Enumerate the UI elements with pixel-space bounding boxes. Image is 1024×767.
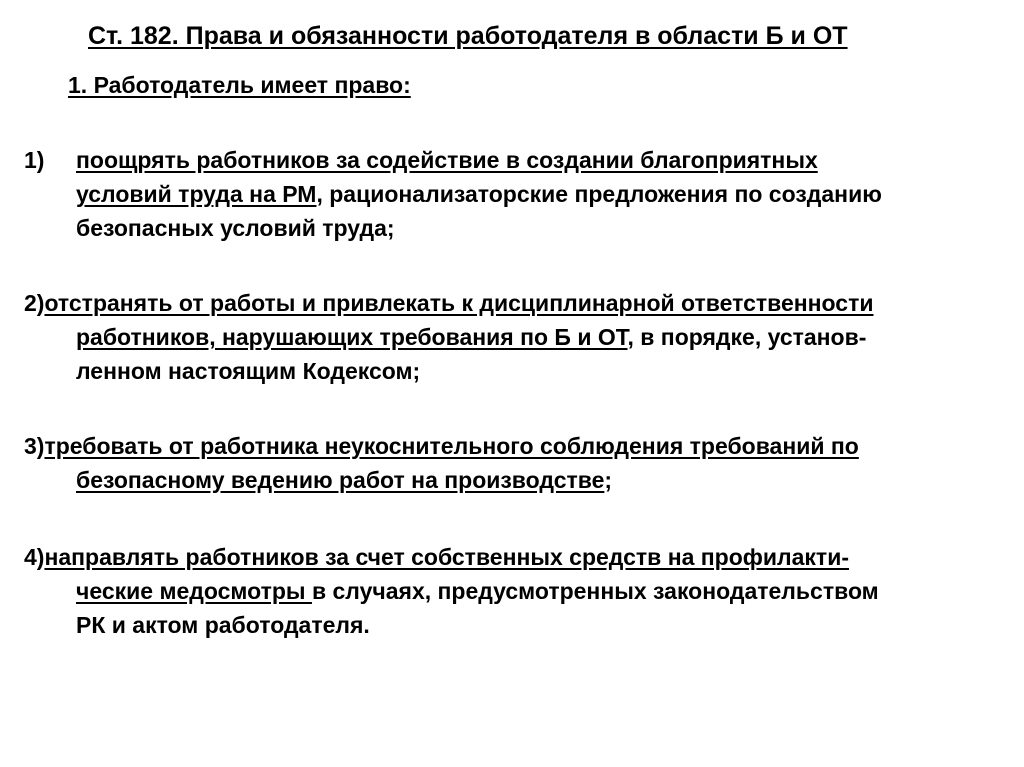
item-3-line-2 [24,463,1020,497]
item-4-underlined-text-2: ческие медосмотры [76,578,312,604]
item-3-underlined-text-1: требовать от работника неукоснительного соблюдения требований по [44,433,859,459]
item-1-line-3: безопасных условий труда; [76,215,395,241]
list-item-2 [24,286,1020,388]
list-item-1 [24,143,1020,245]
item-2-line-2 [24,320,1020,354]
item-4-number: 4) [24,544,45,570]
item-4-line-2 [24,574,1020,608]
item-2-text-2: , в порядке, установ- [627,324,867,350]
page-title: Ст. 182. Права и обязанности работодателя в области Б и ОТ [88,22,848,50]
item-3-number: 3) [24,433,45,459]
item-1-line-2 [24,177,1020,211]
list-item-3 [24,429,1020,497]
item-4-line-1 [24,540,1020,574]
item-2-number: 2) [24,290,45,316]
item-2-underlined-text-1: отстранять от работы и привлекать к дисциплинарной ответственности [44,290,874,316]
item-2-underlined-text-2: работников, нарушающих требования по Б и ОТ [76,324,628,350]
item-1-number: 1) [24,147,45,173]
item-4-text-2: в случаях, предусмотренных законодательством [311,578,879,604]
item-3-text-2: ; [604,467,613,493]
section-subtitle: 1. Работодатель имеет право: [68,72,411,98]
item-1-text-2: , рационализаторские предложения по созданию [316,181,882,207]
item-2-line-3: ленном настоящим Кодексом; [76,358,421,384]
item-4-underlined-text-1: направлять работников за счет собственных средств на профилакти- [44,544,849,570]
item-3-underlined-text-2: безопасному ведению работ на производстве [76,467,605,493]
item-1-line-1 [24,143,1020,177]
item-3-line-1 [24,429,1020,463]
item-4-line-3: РК и актом работодателя. [76,612,370,638]
list-item-4 [24,540,1020,642]
item-1-underlined-text-2: условий труда на РМ [76,181,317,207]
item-2-line-1 [24,286,1020,320]
item-1-underlined-text-1: поощрять работников за содействие в создании благоприятных [76,147,818,173]
